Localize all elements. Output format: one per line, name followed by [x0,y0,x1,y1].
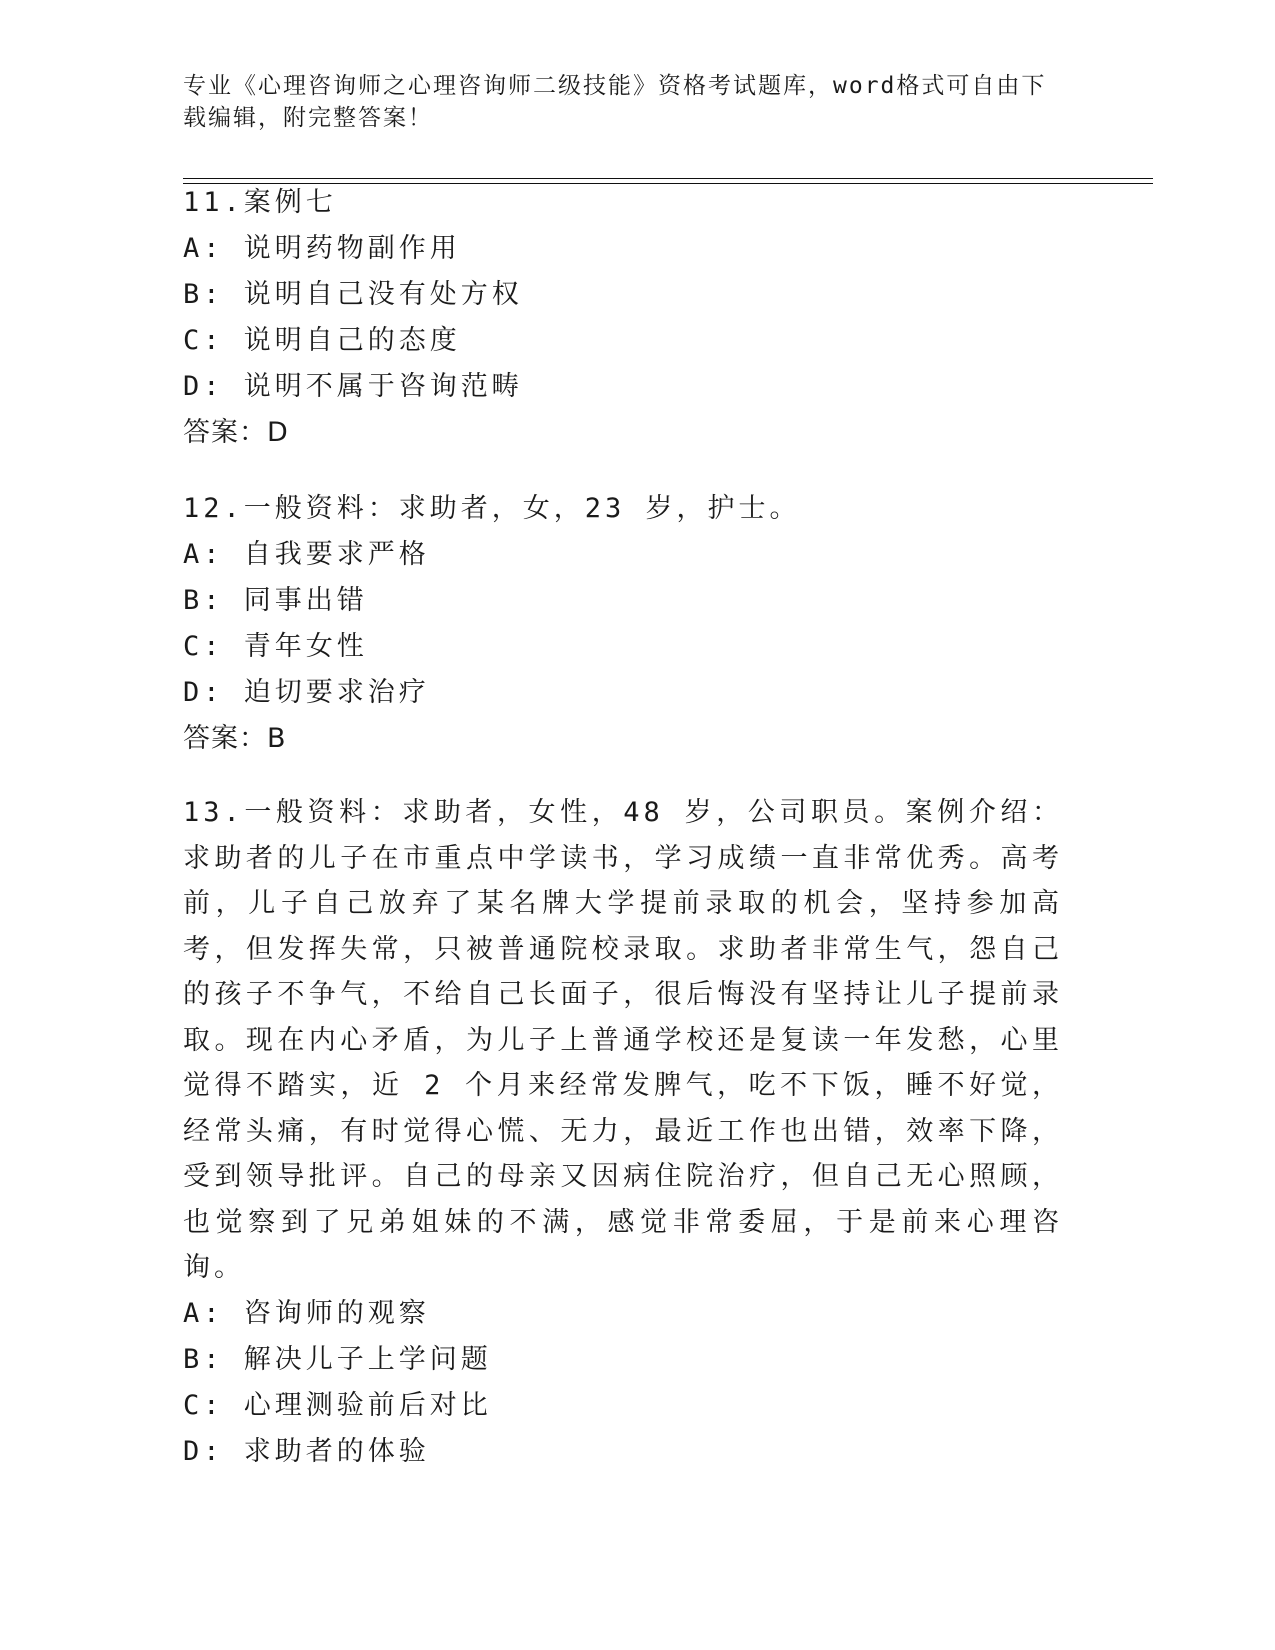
question-stem: 12.一般资料：求助者，女，23 岁，护士。 [183,493,801,524]
question-stem: 13.一般资料：求助者，女性，48 岁，公司职员。案例介绍：求助者的儿子在市重点中学读书，学习成绩一直非常优秀。高考前，儿子自己放弃了某名牌大学提前录取的机会，坚持参加高考，但发挥失常，只被普通院校录取。求助者非常生气，怨自己的孩子不争气，不给自己长面子，很后悔没有坚持让儿子提前录取。现在内心矛盾，为儿子上普通学校还是复读一年发愁，心里觉得不踏实，近 2 个月来经常发脾气，吃不下饭，睡不好觉，经常头痛，有时觉得心慌、无力，最近工作也出错，效率下降，受到领导批评。自己的母亲又因病住院治疗，但自己无心照顾，也觉察到了兄弟姐妹的不满，感觉非常委屈，于是前来心理咨询。 [183,797,1063,1283]
option-a: A: 自我要求严格 [183,539,430,570]
option-d: D: 求助者的体验 [183,1435,430,1467]
option-c: C: 说明自己的态度 [183,325,461,356]
option-b: B: 同事出错 [183,585,368,616]
document-header: 专业《心理咨询师之心理咨询师二级技能》资格考试题库，word格式可自由下载编辑，附完整答案！ [183,73,1047,131]
option-a: A: 咨询师的观察 [183,1297,430,1329]
option-c: C: 心理测验前后对比 [183,1389,492,1421]
option-d: D: 说明不属于咨询范畴 [183,371,523,402]
question-11 [183,180,1063,456]
option-c: C: 青年女性 [183,631,368,662]
answer-line: 答案：B [183,723,287,754]
option-b: B: 说明自己没有处方权 [183,279,523,310]
header-divider-top [183,178,1153,179]
question-stem: 11.案例七 [183,187,337,218]
question-13 [183,790,1063,1475]
option-b: B: 解决儿子上学问题 [183,1343,492,1375]
answer-line: 答案：D [183,417,289,448]
option-a: A: 说明药物副作用 [183,233,461,264]
option-d: D: 迫切要求治疗 [183,677,430,708]
question-12 [183,486,1063,762]
